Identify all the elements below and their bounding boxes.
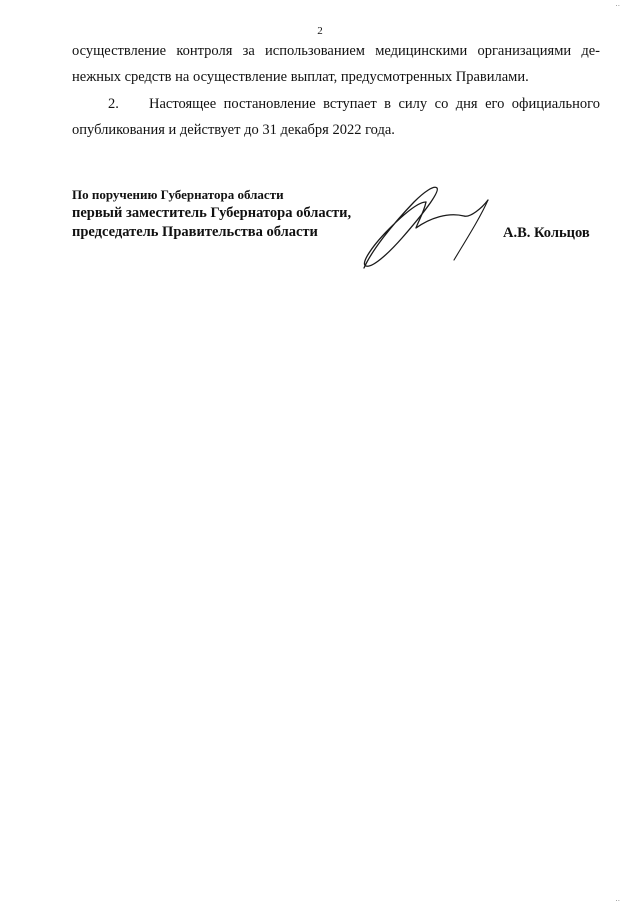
paragraph-2-line-2: опубликования и действует до 31 декабря 2022 года. — [72, 122, 395, 138]
signer-name: А.В. Кольцов — [503, 225, 590, 241]
page-number: 2 — [317, 25, 323, 37]
paragraph-1-line-2: нежных средств на осуществление выплат, предусмотренных Правилами. — [72, 69, 529, 85]
scan-mark-top: ‥ — [615, 0, 620, 8]
paragraph-1-line-1: осуществление контроля за использованием медицинскими организациями де- — [72, 43, 600, 59]
scan-mark-bottom: ‥ — [615, 895, 620, 903]
paragraph-2-line-1: Настоящее постановление вступает в силу со дня его официального — [149, 96, 600, 112]
signer-position-line-2: председатель Правительства области — [72, 224, 318, 240]
on-behalf-line: По поручению Губернатора области — [72, 187, 284, 202]
paragraph-2-number: 2. — [108, 96, 119, 112]
signer-position-line-1: первый заместитель Губернатора области, — [72, 205, 352, 221]
handwritten-signature — [352, 180, 502, 275]
